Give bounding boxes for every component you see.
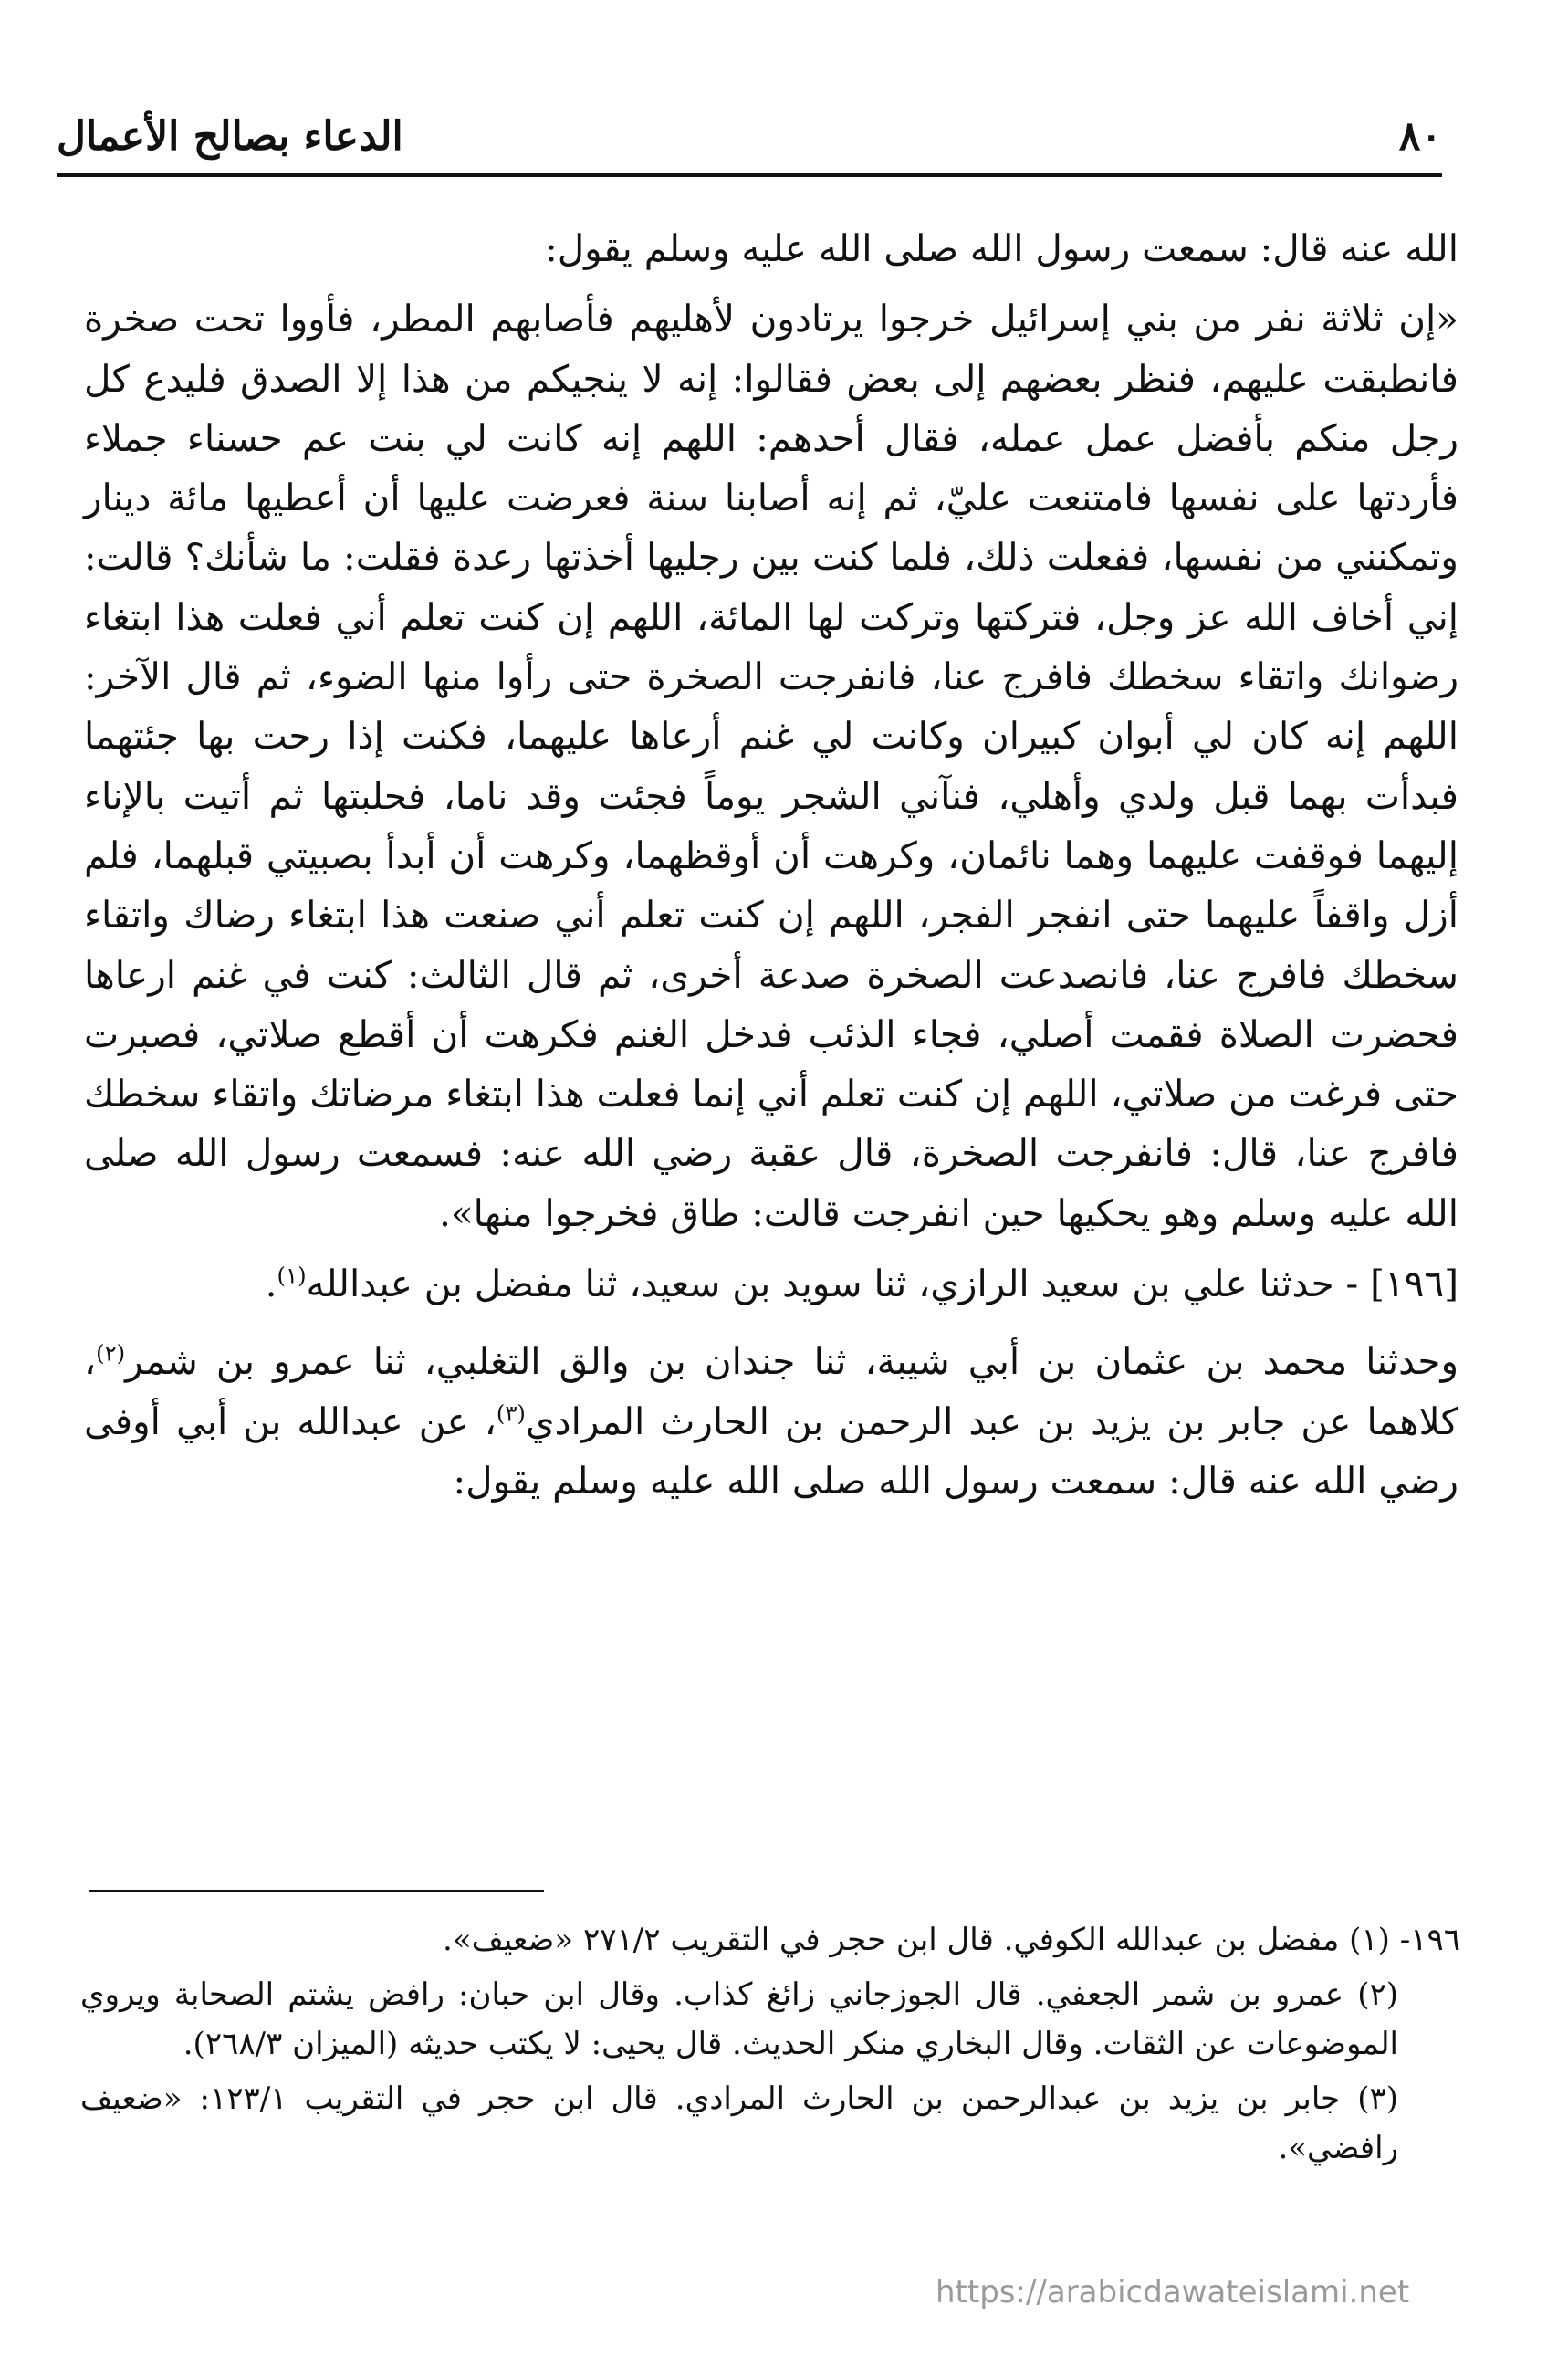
footnote-1: ١٩٦- (١) مفضل بن عبدالله الكوفي. قال ابن حجر في التقريب ٢٧١/٢ «ضعيف». <box>443 1922 1460 1958</box>
running-title: الدعاء بصالح الأعمال <box>57 113 403 160</box>
chain2-part-b: ، كلاهما عن جابر بن يزيد بن عبد الرحمن بن الحارث المرادي <box>84 1339 1458 1443</box>
hadith-paragraph: «إن ثلاثة نفر من بني إسرائيل خرجوا يرتادون لأهليهم فأصابهم المطر، فأووا تحت صخرة فانطبقت عليهم، فنظر بعضهم إلى بعض فقالوا: إنه لا ينجيكم من هذا إلا الصدق فليدع كل رجل منكم بأفضل عمل عمله، فقال أحدهم: اللهم إنه كانت لي بنت عم حسناء جملاء فأردتها على نفسها فامتنعت عليّ، ثم إنه أصابنا سنة فعرضت عليها أن أعطيها مائة دينار وتمكنني من نفسها، ففعلت ذلك، فلما كنت بين رجليها أخذتها رعدة فقلت: ما شأنك؟ قالت: إني أخاف الله عز وجل، فتركتها وتركت لها المائة، اللهم إن كنت تعلم أني فعلت هذا ابتغاء رضوانك واتقاء سخطك فافرج عنا، فانفرجت الصخرة حتى رأوا منها الضوء، ثم قال الآخر: اللهم إنه كان لي أبوان كبيران وكانت لي غنم أرعاها عليهما، فكنت إذا رحت بها جئتهما فبدأت بهما قبل ولدي وأهلي، فنآني الشجر يوماً فجئت وقد ناما، فحلبتها ثم أتيت بالإناء إليهما فوقفت عليهما وهما نائمان، وكرهت أن أوقظهما، وكرهت أن أبدأ بصبيتي قبلهما، فلم أزل واقفاً عليهما حتى انفجر الفجر، اللهم إن كنت تعلم أني صنعت هذا ابتغاء رضاك واتقاء سخطك فافرج عنا، فانصدعت الصخرة صدعة أخرى، ثم قال الثالث: كنت في غنم ارعاها فحضرت الصلاة فقمت أصلي، فجاء الذئب فدخل الغنم فكرهت أن أقطع صلاتي، فصبرت حتى فرغت من صلاتي، اللهم إن كنت تعلم أني إنما فعلت هذا ابتغاء مرضاتك واتقاء سخطك فافرج عنا، قال: فانفرجت الصخرة، قال عقبة رضي الله عنه: فسمعت رسول الله صلى الله عليه وسلم وهو يحكيها حين انفرجت قالت: طاق فخرجوا منها». <box>84 297 1458 1235</box>
footnote-ref-2[interactable]: (٢) <box>96 1339 126 1367</box>
intro-paragraph: الله عنه قال: سمعت رسول الله صلى الله عليه وسلم يقول: <box>545 226 1458 270</box>
chain1-text: [١٩٦] - حدثنا علي بن سعيد الرازي، ثنا سويد بن سعيد، ثنا مفضل بن عبدالله <box>306 1262 1458 1306</box>
page-header <box>57 100 1442 173</box>
page-number: ٨٠ <box>1398 113 1442 160</box>
footnote-3: (٣) جابر بن يزيد بن عبدالرحمن بن الحارث المرادي. قال ابن حجر في التقريب ١٢٣/١: «ضعيف رافضي». <box>80 2080 1398 2166</box>
footnote-2: (٢) عمرو بن شمر الجعفي. قال الجوزجاني زائغ كذاب. وقال ابن حبان: رافض يشتم الصحابة ويروي الموضوعات عن الثقات. وقال البخاري منكر الحديث. قال يحيى: لا يكتب حديثه (الميزان ٢٦٨/٣). <box>80 1976 1398 2062</box>
footnote-ref-3[interactable]: (٣) <box>496 1399 526 1427</box>
chain2-part-a: وحدثنا محمد بن عثمان بن أبي شيبة، ثنا جندان بن والق التغلبي، ثنا عمرو بن شمر <box>125 1339 1458 1384</box>
narration-chain-second <box>84 1332 1458 1511</box>
footnote-divider <box>89 1890 544 1892</box>
footnote-ref-1[interactable]: (١) <box>277 1262 307 1289</box>
header-divider <box>57 173 1442 177</box>
chain1-end: . <box>265 1262 277 1306</box>
watermark-url: https://arabicdawateislami.net <box>936 2274 1410 2311</box>
main-text <box>84 219 1458 1511</box>
narration-chain-196 <box>84 1254 1458 1314</box>
chain2-part-c: ، عن عبدالله بن أبي أوفى رضي الله عنه قال: سمعت رسول الله صلى الله عليه وسلم يقول: <box>84 1399 1458 1503</box>
footnotes <box>80 1915 1460 2178</box>
